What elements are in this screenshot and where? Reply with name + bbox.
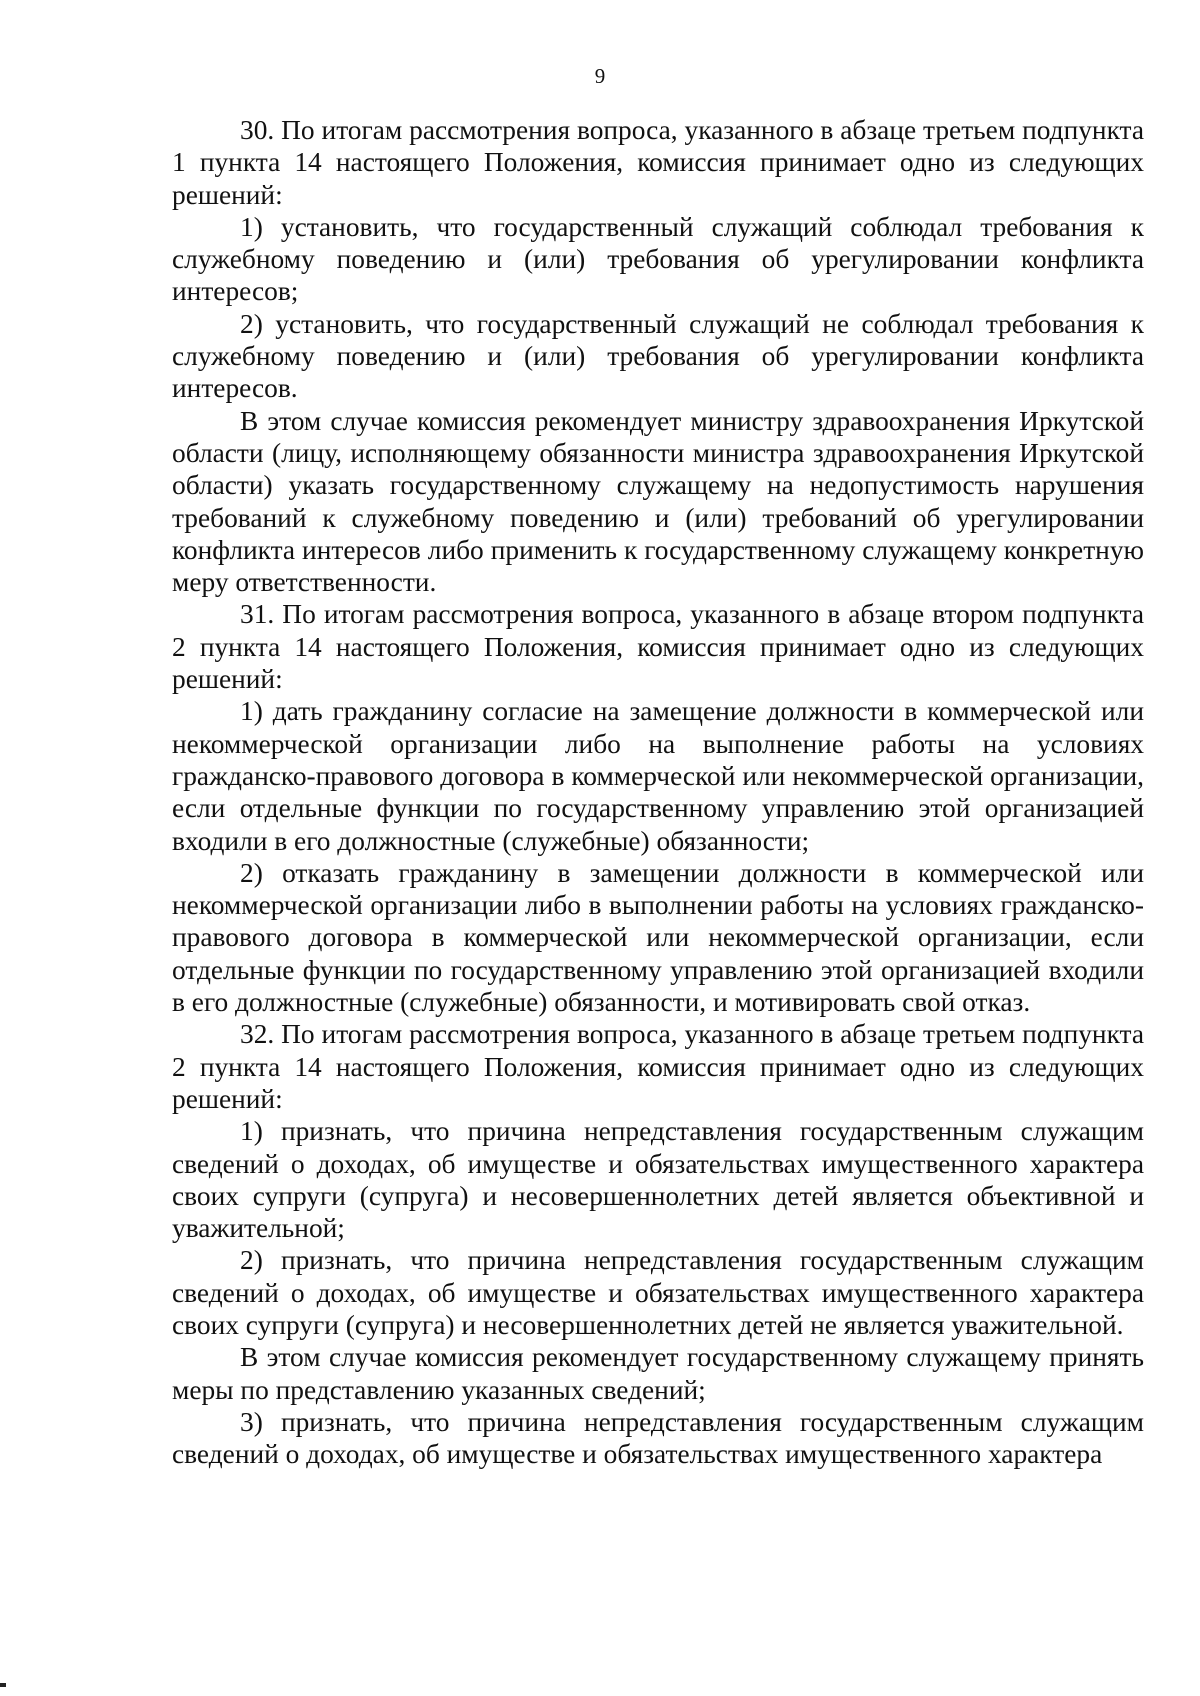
paragraph-32-recommendation: В этом случае комиссия рекомендует государственному служащему принять меры по представлению указанных сведений;	[172, 1342, 1144, 1405]
paragraph-30-item-2: 2) установить, что государственный служащий не соблюдал требования к служебному поведению и (или) требования об урегулировании конфликта интересов.	[172, 308, 1144, 404]
paragraph-32-item-3: 3) признать, что причина непредставления государственным служащим сведений о доходах, об имуществе и обязательствах имущественного характера	[172, 1406, 1144, 1470]
paragraph-32-intro: 32. По итогам рассмотрения вопроса, указанного в абзаце третьем подпункта 2 пункта 14 настоящего Положения, комиссия принимает одно из следующих решений:	[172, 1019, 1144, 1114]
paragraph-32-item-1: 1) признать, что причина непредставления государственным служащим сведений о доходах, об имуществе и обязательствах имущественного характера своих супруги (супруга) и несовершеннолетних детей является объективной и уважительной;	[172, 1116, 1144, 1244]
paragraph-31-item-1: 1) дать гражданину согласие на замещение должности в коммерческой или некоммерческой организации либо на выполнение работы на условиях гражданско-правового договора в коммерческой или некоммерческой организации, если отдельные функции по государственному управлению этой организацией входили в его должностные (служебные) обязанности;	[172, 696, 1144, 856]
paragraph-30-intro: 30. По итогам рассмотрения вопроса, указанного в абзаце третьем подпункта 1 пункта 14 настоящего Положения, комиссия принимает одно из следующих решений:	[172, 115, 1144, 210]
paragraph-31-item-2: 2) отказать гражданину в замещении должности в коммерческой или некоммерческой организации либо в выполнении работы на условиях гражданско-правового договора в коммерческой или некоммерческой организации, если отдельные функции по государственному управлению этой организацией входили в его должностные (служебные) обязанности, и мотивировать свой отказ.	[172, 857, 1144, 1018]
document-body	[172, 114, 1144, 1470]
paragraph-32-item-2: 2) признать, что причина непредставления государственным служащим сведений о доходах, об имуществе и обязательствах имущественного характера своих супруги (супруга) и несовершеннолетних детей не является уважительной.	[172, 1245, 1144, 1340]
page-number: 9	[594, 64, 606, 88]
paragraph-30-item-1: 1) установить, что государственный служащий соблюдал требования к служебному поведению и (или) требования об урегулировании конфликта интересов;	[172, 211, 1144, 307]
scan-edge-mark	[0, 1683, 6, 1687]
paragraph-30-recommendation: В этом случае комиссия рекомендует министру здравоохранения Иркутской области (лицу, исполняющему обязанности министра здравоохранения Иркутской области) указать государственному служащему на недопустимость нарушения требований к служебному поведению и (или) требований об урегулировании конфликта интересов либо применить к государственному служащему конкретную меру ответственности.	[172, 405, 1144, 598]
paragraph-31-intro: 31. По итогам рассмотрения вопроса, указанного в абзаце втором подпункта 2 пункта 14 настоящего Положения, комиссия принимает одно из следующих решений:	[172, 599, 1144, 695]
